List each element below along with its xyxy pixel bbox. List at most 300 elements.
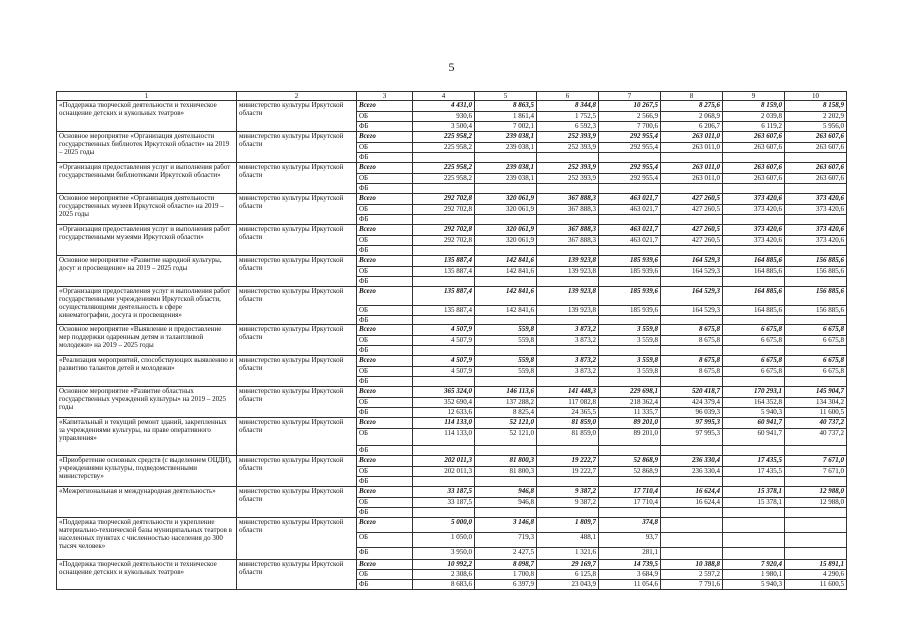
value-cell	[661, 477, 723, 487]
value-cell: 263 607,6	[785, 132, 847, 143]
value-cell	[475, 377, 537, 387]
funding-source-cell: ОБ	[357, 306, 413, 316]
value-cell: 8 863,5	[475, 101, 537, 112]
funding-source-cell: ФБ	[357, 408, 413, 418]
value-cell: 142 841,6	[475, 306, 537, 316]
value-cell	[661, 215, 723, 225]
value-cell	[723, 377, 785, 387]
value-cell	[661, 246, 723, 256]
responsible-cell: министерство культуры Иркутской области	[237, 356, 357, 387]
value-cell: 33 187,5	[413, 498, 475, 508]
funding-source-cell: ФБ	[357, 508, 413, 518]
value-cell: 156 885,6	[785, 306, 847, 316]
value-cell	[599, 184, 661, 194]
value-cell: 463 021,7	[599, 194, 661, 205]
value-cell	[599, 153, 661, 163]
value-cell: 3 146,8	[475, 518, 537, 533]
value-cell: 946,8	[475, 498, 537, 508]
value-cell: 263 011,0	[661, 132, 723, 143]
funding-source-cell: ФБ	[357, 377, 413, 387]
value-cell: 8 275,6	[661, 101, 723, 112]
value-cell: 488,1	[537, 533, 599, 548]
value-cell: 164 885,6	[723, 267, 785, 277]
value-cell: 164 529,3	[661, 287, 723, 306]
funding-source-cell: Всего	[357, 418, 413, 429]
value-cell: 225 958,2	[413, 143, 475, 153]
value-cell	[599, 477, 661, 487]
funding-source-cell: Всего	[357, 487, 413, 498]
value-cell: 6 592,3	[537, 122, 599, 132]
value-cell	[785, 446, 847, 456]
value-cell: 292 702,8	[413, 236, 475, 246]
value-cell	[661, 316, 723, 325]
value-cell	[475, 477, 537, 487]
funding-source-cell: ОБ	[357, 570, 413, 580]
value-cell: 463 021,7	[599, 236, 661, 246]
value-cell: 7 920,4	[723, 560, 785, 570]
table-row	[57, 387, 847, 398]
value-cell: 9 387,2	[537, 498, 599, 508]
responsible-cell: министерство культуры Иркутской области	[237, 560, 357, 590]
value-cell	[475, 215, 537, 225]
value-cell: 373 420,6	[723, 236, 785, 246]
value-cell: 6 125,8	[537, 570, 599, 580]
funding-source-cell: Всего	[357, 518, 413, 533]
value-cell: 4 507,9	[413, 356, 475, 367]
value-cell	[785, 548, 847, 560]
value-cell: 10 388,8	[661, 560, 723, 570]
value-cell: 134 304,2	[785, 398, 847, 408]
value-cell: 292 955,4	[599, 163, 661, 174]
value-cell: 6 675,8	[785, 356, 847, 367]
value-cell	[661, 153, 723, 163]
value-cell: 3 684,9	[599, 570, 661, 580]
value-cell: 97 995,3	[661, 429, 723, 446]
value-cell: 520 418,7	[661, 387, 723, 398]
value-cell: 6 675,8	[785, 367, 847, 377]
value-cell: 229 698,1	[599, 387, 661, 398]
value-cell: 320 061,9	[475, 225, 537, 236]
value-cell: 263 607,6	[785, 143, 847, 153]
value-cell: 3 873,2	[537, 325, 599, 336]
value-cell	[723, 215, 785, 225]
value-cell: 17 435,5	[723, 456, 785, 467]
value-cell: 1 050,0	[413, 533, 475, 548]
value-cell	[661, 346, 723, 356]
responsible-cell: министерство культуры Иркутской области	[237, 418, 357, 456]
responsible-cell: министерство культуры Иркутской области	[237, 325, 357, 356]
row-name-cell: «Поддержка творческой деятельности и техническое оснащение детских и кукольных театров»	[57, 101, 237, 132]
value-cell	[723, 508, 785, 518]
value-cell: 15 891,1	[785, 560, 847, 570]
value-cell	[661, 548, 723, 560]
value-cell: 142 841,6	[475, 256, 537, 267]
value-cell: 8 675,8	[661, 356, 723, 367]
funding-source-cell: Всего	[357, 101, 413, 112]
funding-source-cell: ОБ	[357, 533, 413, 548]
row-name-cell: «Реализация мероприятий, способствующих выявлению и развитию талантов детей и молодежи»	[57, 356, 237, 387]
value-cell: 164 885,6	[723, 306, 785, 316]
row-name-cell: «Поддержка творческой деятельности и техническое оснащение детских и кукольных театров»	[57, 560, 237, 590]
value-cell	[413, 316, 475, 325]
value-cell: 463 021,7	[599, 225, 661, 236]
header-cell: 9	[723, 92, 785, 101]
value-cell	[785, 377, 847, 387]
row-name-cell: Основное мероприятие «Выявление и предоставление мер поддержки одаренным детям и талантливой молодежи» на 2019 – 2025 годы	[57, 325, 237, 356]
value-cell: 6 675,8	[785, 325, 847, 336]
value-cell: 1 700,8	[475, 570, 537, 580]
value-cell	[413, 153, 475, 163]
table-row	[57, 456, 847, 467]
funding-source-cell: ОБ	[357, 112, 413, 122]
value-cell	[599, 215, 661, 225]
funding-source-cell: ОБ	[357, 205, 413, 215]
value-cell: 292 955,4	[599, 132, 661, 143]
funding-source-cell: Всего	[357, 256, 413, 267]
value-cell: 373 420,6	[785, 225, 847, 236]
row-name-cell: Основное мероприятие «Организация деятельности государственных библиотек Иркутской области» на 2019 – 2025 годы	[57, 132, 237, 163]
value-cell: 135 887,4	[413, 256, 475, 267]
value-cell: 218 362,4	[599, 398, 661, 408]
funding-source-cell: ОБ	[357, 467, 413, 477]
value-cell	[785, 316, 847, 325]
value-cell	[475, 277, 537, 287]
value-cell: 164 529,3	[661, 306, 723, 316]
value-cell	[785, 346, 847, 356]
value-cell	[661, 446, 723, 456]
responsible-cell: министерство культуры Иркутской области	[237, 487, 357, 518]
value-cell: 3 873,2	[537, 367, 599, 377]
value-cell	[661, 377, 723, 387]
value-cell: 52 121,0	[475, 418, 537, 429]
value-cell: 263 607,6	[723, 174, 785, 184]
funding-source-cell: ОБ	[357, 498, 413, 508]
value-cell: 52 868,9	[599, 456, 661, 467]
funding-source-cell: ФБ	[357, 184, 413, 194]
value-cell: 559,8	[475, 325, 537, 336]
value-cell: 559,8	[475, 356, 537, 367]
value-cell: 185 939,6	[599, 267, 661, 277]
value-cell: 15 378,1	[723, 498, 785, 508]
value-cell: 142 841,6	[475, 287, 537, 306]
value-cell: 146 113,6	[475, 387, 537, 398]
value-cell: 7 700,6	[599, 122, 661, 132]
value-cell	[785, 246, 847, 256]
funding-source-cell: ОБ	[357, 267, 413, 277]
value-cell: 164 885,6	[723, 287, 785, 306]
value-cell: 114 133,0	[413, 429, 475, 446]
value-cell: 40 737,2	[785, 418, 847, 429]
value-cell: 263 607,6	[723, 163, 785, 174]
value-cell	[413, 215, 475, 225]
value-cell: 463 021,7	[599, 205, 661, 215]
value-cell	[723, 446, 785, 456]
row-name-cell: Основное мероприятие «Развитие народной культуры, досуг и просвещение» на 2019 – 2025 годы	[57, 256, 237, 287]
value-cell	[723, 184, 785, 194]
header-cell: 5	[475, 92, 537, 101]
funding-source-cell: Всего	[357, 132, 413, 143]
value-cell: 281,1	[599, 548, 661, 560]
value-cell: 6 119,2	[723, 122, 785, 132]
funding-source-cell: Всего	[357, 456, 413, 467]
value-cell: 7 791,6	[661, 580, 723, 590]
row-name-cell: «Капитальный и текущий ремонт зданий, закрепленных за учреждениями культуры, на праве оперативного управления»	[57, 418, 237, 456]
value-cell: 3 559,8	[599, 356, 661, 367]
value-cell: 719,3	[475, 533, 537, 548]
header-cell: 4	[413, 92, 475, 101]
responsible-cell: министерство культуры Иркутской области	[237, 225, 357, 256]
budget-table	[56, 91, 847, 590]
value-cell: 81 859,0	[537, 418, 599, 429]
value-cell: 135 887,4	[413, 287, 475, 306]
responsible-cell: министерство культуры Иркутской области	[237, 518, 357, 560]
table-row	[57, 256, 847, 267]
value-cell: 135 887,4	[413, 267, 475, 277]
value-cell: 559,8	[475, 367, 537, 377]
value-cell: 7 671,0	[785, 456, 847, 467]
value-cell: 4 507,9	[413, 336, 475, 346]
value-cell	[475, 346, 537, 356]
value-cell: 6 397,9	[475, 580, 537, 590]
value-cell: 96 039,3	[661, 408, 723, 418]
value-cell: 3 500,4	[413, 122, 475, 132]
funding-source-cell: ФБ	[357, 153, 413, 163]
value-cell	[537, 153, 599, 163]
value-cell: 89 201,0	[599, 418, 661, 429]
value-cell: 2 566,9	[599, 112, 661, 122]
value-cell: 3 950,0	[413, 548, 475, 560]
value-cell: 2 597,2	[661, 570, 723, 580]
value-cell: 8 158,9	[785, 101, 847, 112]
value-cell: 52 121,0	[475, 429, 537, 446]
value-cell	[413, 246, 475, 256]
value-cell: 117 082,8	[537, 398, 599, 408]
value-cell: 252 393,9	[537, 174, 599, 184]
value-cell: 8 675,8	[661, 325, 723, 336]
funding-source-cell: ФБ	[357, 580, 413, 590]
value-cell: 3 873,2	[537, 336, 599, 346]
value-cell: 23 043,9	[537, 580, 599, 590]
value-cell: 292 702,8	[413, 225, 475, 236]
value-cell: 137 288,2	[475, 398, 537, 408]
value-cell: 263 607,6	[723, 132, 785, 143]
value-cell: 320 061,9	[475, 194, 537, 205]
value-cell: 292 702,8	[413, 205, 475, 215]
value-cell: 236 330,4	[661, 456, 723, 467]
value-cell	[599, 316, 661, 325]
value-cell: 142 841,6	[475, 267, 537, 277]
value-cell: 292 955,4	[599, 174, 661, 184]
value-cell: 12 988,0	[785, 487, 847, 498]
value-cell: 6 675,8	[723, 356, 785, 367]
value-cell	[537, 215, 599, 225]
value-cell	[475, 508, 537, 518]
value-cell	[537, 346, 599, 356]
value-cell: 1 321,6	[537, 548, 599, 560]
value-cell: 2 427,5	[475, 548, 537, 560]
funding-source-cell: ФБ	[357, 548, 413, 560]
responsible-cell: министерство культуры Иркутской области	[237, 387, 357, 418]
value-cell	[475, 446, 537, 456]
value-cell: 16 624,4	[661, 498, 723, 508]
value-cell	[413, 446, 475, 456]
value-cell: 10 992,2	[413, 560, 475, 570]
value-cell: 8 825,4	[475, 408, 537, 418]
value-cell	[413, 346, 475, 356]
value-cell	[723, 346, 785, 356]
value-cell: 1 752,5	[537, 112, 599, 122]
value-cell: 135 887,4	[413, 306, 475, 316]
value-cell: 946,8	[475, 487, 537, 498]
value-cell: 3 559,8	[599, 367, 661, 377]
value-cell	[723, 246, 785, 256]
value-cell: 365 324,0	[413, 387, 475, 398]
value-cell	[413, 277, 475, 287]
value-cell: 7 671,0	[785, 467, 847, 477]
funding-source-cell: ОБ	[357, 174, 413, 184]
value-cell: 373 420,6	[785, 194, 847, 205]
value-cell	[723, 316, 785, 325]
value-cell	[475, 246, 537, 256]
table-header-row	[57, 92, 847, 101]
funding-source-cell: Всего	[357, 225, 413, 236]
funding-source-cell: ОБ	[357, 367, 413, 377]
row-name-cell: «Поддержка творческой деятельности и укрепление материально-технической базы муниципальных театров в населенных пунктах с численностью населения до 300 тысяч человек»	[57, 518, 237, 560]
value-cell: 11 600,5	[785, 408, 847, 418]
value-cell	[661, 184, 723, 194]
value-cell	[413, 508, 475, 518]
value-cell	[785, 153, 847, 163]
funding-source-cell: ОБ	[357, 398, 413, 408]
value-cell: 6 206,7	[661, 122, 723, 132]
table-row	[57, 132, 847, 143]
value-cell	[599, 346, 661, 356]
value-cell: 81 800,3	[475, 456, 537, 467]
table-row	[57, 356, 847, 367]
page-number: 5	[448, 60, 455, 74]
table-row	[57, 163, 847, 174]
value-cell: 156 885,6	[785, 287, 847, 306]
table-row	[57, 325, 847, 336]
value-cell: 263 011,0	[661, 143, 723, 153]
value-cell	[537, 184, 599, 194]
table-row	[57, 194, 847, 205]
value-cell	[661, 277, 723, 287]
table-row	[57, 418, 847, 429]
header-cell: 10	[785, 92, 847, 101]
header-cell: 3	[357, 92, 413, 101]
value-cell: 4 507,9	[413, 367, 475, 377]
value-cell	[413, 184, 475, 194]
value-cell: 97 995,3	[661, 418, 723, 429]
value-cell: 40 737,2	[785, 429, 847, 446]
value-cell: 29 169,7	[537, 560, 599, 570]
value-cell: 4 290,6	[785, 570, 847, 580]
table-row	[57, 518, 847, 533]
value-cell: 225 958,2	[413, 174, 475, 184]
row-name-cell: «Организация предоставления услуг и выполнения работ государственными учреждениями Иркутской области, осуществляющими деятельность в сфере кинематографии, досуга и просвещения»	[57, 287, 237, 325]
responsible-cell: министерство культуры Иркутской области	[237, 101, 357, 132]
value-cell: 89 201,0	[599, 429, 661, 446]
value-cell: 1 980,1	[723, 570, 785, 580]
value-cell: 5 940,3	[723, 580, 785, 590]
responsible-cell: министерство культуры Иркутской области	[237, 163, 357, 194]
funding-source-cell: Всего	[357, 325, 413, 336]
value-cell: 5 940,3	[723, 408, 785, 418]
funding-source-cell: ФБ	[357, 346, 413, 356]
value-cell: 15 378,1	[723, 487, 785, 498]
value-cell	[475, 316, 537, 325]
value-cell: 3 559,8	[599, 336, 661, 346]
value-cell: 12 988,0	[785, 498, 847, 508]
value-cell: 320 061,9	[475, 236, 537, 246]
value-cell	[785, 533, 847, 548]
responsible-cell: министерство культуры Иркутской области	[237, 287, 357, 325]
value-cell: 374,8	[599, 518, 661, 533]
value-cell	[599, 508, 661, 518]
value-cell: 6 675,8	[723, 336, 785, 346]
value-cell: 8 159,0	[723, 101, 785, 112]
header-cell: 1	[57, 92, 237, 101]
value-cell: 2 068,9	[661, 112, 723, 122]
value-cell: 8 675,8	[661, 336, 723, 346]
value-cell: 16 624,4	[661, 487, 723, 498]
value-cell	[661, 518, 723, 533]
value-cell	[785, 508, 847, 518]
value-cell: 164 529,3	[661, 256, 723, 267]
value-cell: 424 379,4	[661, 398, 723, 408]
value-cell: 164 529,3	[661, 267, 723, 277]
value-cell: 6 675,8	[723, 367, 785, 377]
value-cell: 292 955,4	[599, 143, 661, 153]
value-cell: 427 260,5	[661, 205, 723, 215]
value-cell: 139 923,8	[537, 267, 599, 277]
value-cell	[599, 377, 661, 387]
value-cell: 373 420,6	[723, 205, 785, 215]
value-cell: 17 710,4	[599, 498, 661, 508]
value-cell: 373 420,6	[723, 225, 785, 236]
value-cell: 8 344,8	[537, 101, 599, 112]
value-cell: 8 683,6	[413, 580, 475, 590]
value-cell: 4 431,0	[413, 101, 475, 112]
value-cell: 367 888,3	[537, 236, 599, 246]
value-cell: 139 923,8	[537, 306, 599, 316]
value-cell	[537, 377, 599, 387]
funding-source-cell: ОБ	[357, 336, 413, 346]
funding-source-cell: Всего	[357, 287, 413, 306]
value-cell: 156 885,6	[785, 267, 847, 277]
responsible-cell: министерство культуры Иркутской области	[237, 194, 357, 225]
funding-source-cell: ФБ	[357, 446, 413, 456]
row-name-cell: Основное мероприятие «Организация деятельности государственных музеев Иркутской области» на 2019 – 2025 годы	[57, 194, 237, 225]
funding-source-cell: ОБ	[357, 429, 413, 446]
value-cell: 5 000,0	[413, 518, 475, 533]
value-cell	[413, 377, 475, 387]
funding-source-cell: Всего	[357, 560, 413, 570]
value-cell: 185 939,6	[599, 256, 661, 267]
value-cell: 114 133,0	[413, 418, 475, 429]
value-cell: 52 868,9	[599, 467, 661, 477]
value-cell: 252 393,9	[537, 143, 599, 153]
value-cell: 202 011,3	[413, 467, 475, 477]
value-cell: 202 011,3	[413, 456, 475, 467]
value-cell: 33 187,5	[413, 487, 475, 498]
value-cell: 11 335,7	[599, 408, 661, 418]
table-row	[57, 487, 847, 498]
value-cell: 6 675,8	[785, 336, 847, 346]
value-cell: 4 507,9	[413, 325, 475, 336]
value-cell: 1 809,7	[537, 518, 599, 533]
